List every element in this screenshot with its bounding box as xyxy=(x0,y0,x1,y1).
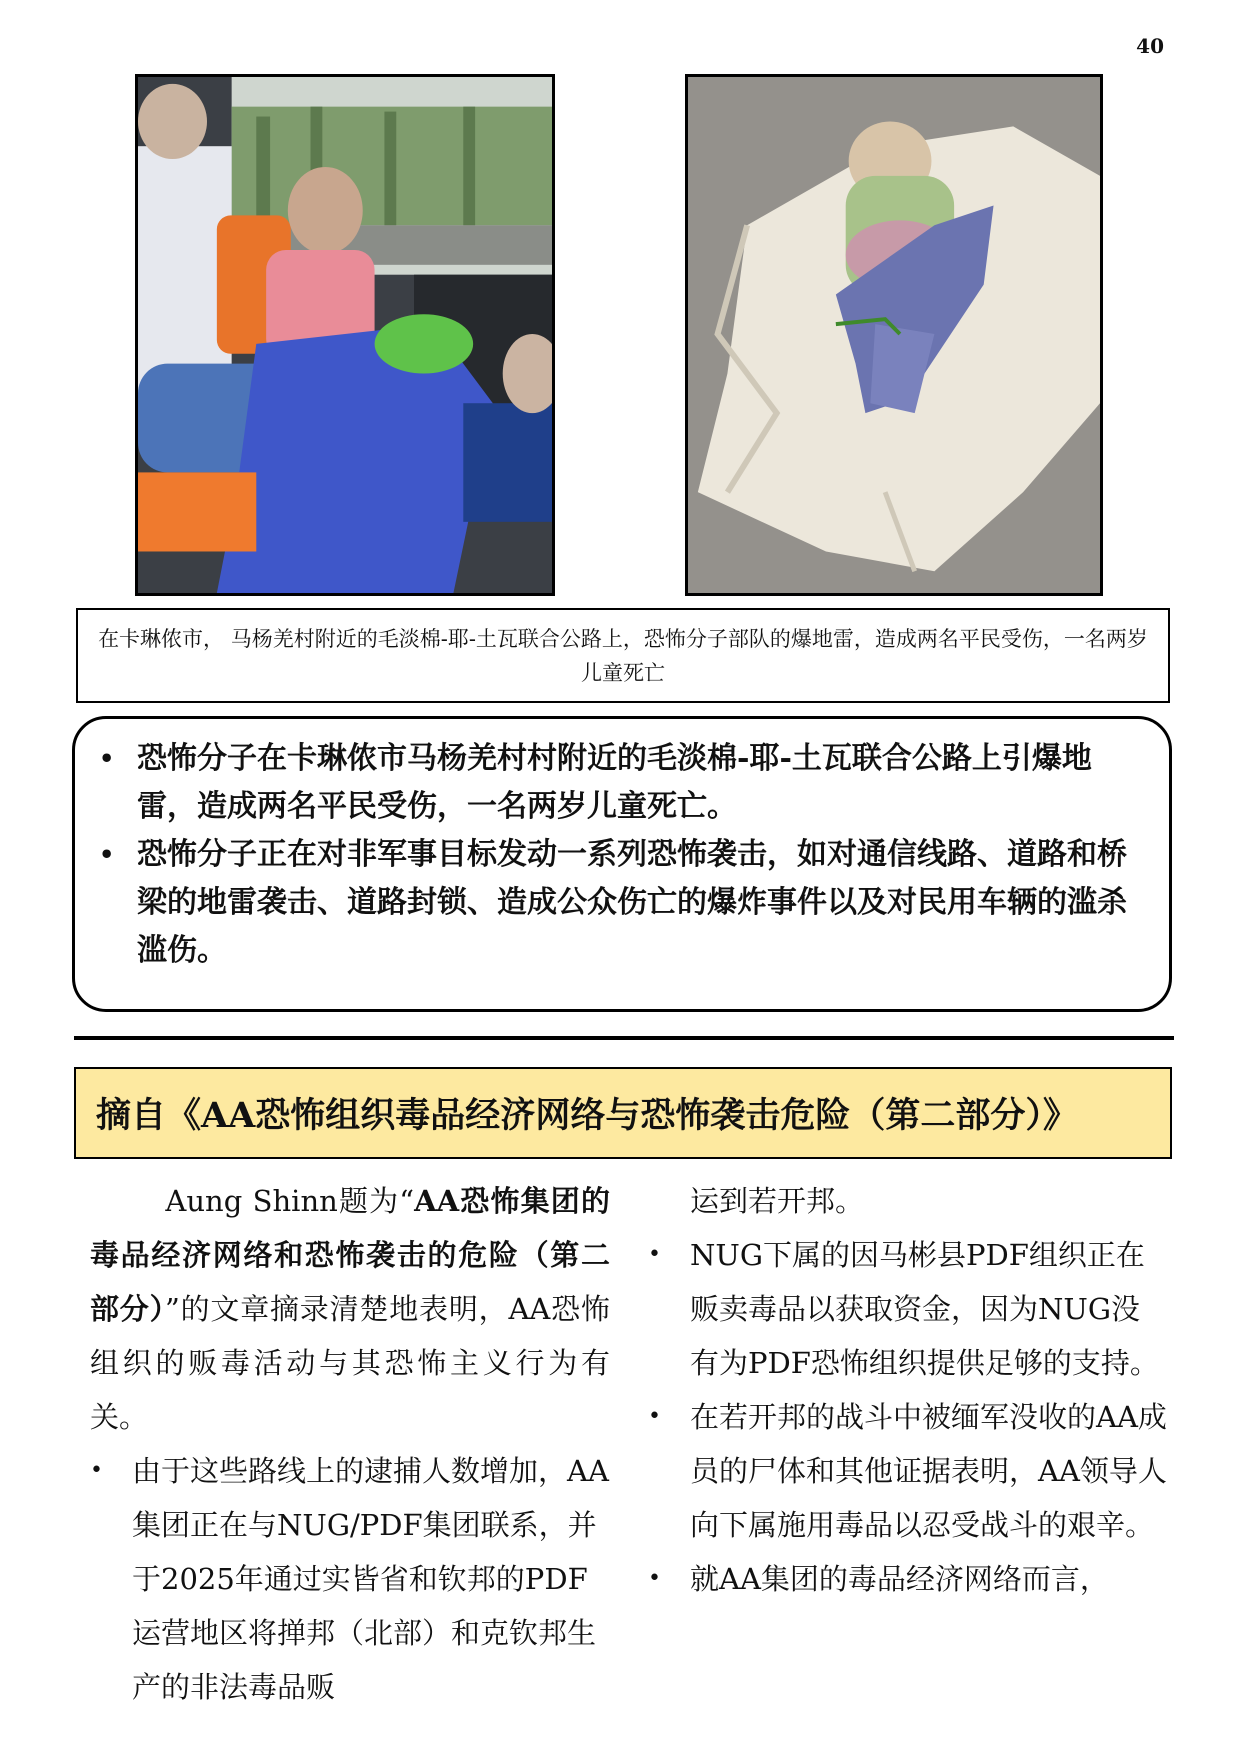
vehicle-scene-image xyxy=(138,77,552,593)
article-column-left xyxy=(90,1174,610,1714)
intro-text-end: ”的文章摘录清楚地表明，AA恐怖组织的贩毒活动与其恐怖主义行为有关。 xyxy=(90,1292,610,1434)
summary-box xyxy=(72,716,1172,1012)
right-bullet-list xyxy=(648,1228,1168,1606)
list-item: • NUG下属的因马彬县PDF组织正在贩卖毒品以获取资金，因为NUG没有为PDF恐怖组织提供足够的支持。 xyxy=(648,1228,1168,1390)
intro-text-start: Aung Shinn题为“ xyxy=(165,1184,415,1218)
photo-covered-child-on-road xyxy=(685,74,1103,596)
list-item: • 在若开邦的战斗中被缅军没收的AA成员的尸体和其他证据表明，AA领导人向下属施用毒品以忍受战斗的艰辛。 xyxy=(648,1390,1168,1552)
excerpt-heading: 摘自《AA恐怖组织毒品经济网络与恐怖袭击危险（第二部分）》 xyxy=(74,1067,1172,1159)
photo-caption: 在卡琳侬市， 马杨羌村附近的毛淡棉-耶-土瓦联合公路上，恐怖分子部队的爆地雷，造成两名平民受伤，一名两岁儿童死亡 xyxy=(76,608,1170,703)
road-scene-image xyxy=(688,77,1100,593)
photo-injured-in-vehicle xyxy=(135,74,555,596)
page-number: 40 xyxy=(1136,34,1164,58)
article-column-right xyxy=(648,1174,1168,1606)
summary-list xyxy=(95,735,1149,975)
list-item: • 就AA集团的毒品经济网络而言， xyxy=(648,1552,1168,1606)
continued-text: 运到若开邦。 xyxy=(690,1184,865,1218)
summary-item: • 恐怖分子正在对非军事目标发动一系列恐怖袭击，如对通信线路、道路和桥梁的地雷袭击、道路封锁、造成公众伤亡的爆炸事件以及对民用车辆的滥杀滥伤。 xyxy=(95,831,1149,975)
section-divider xyxy=(74,1036,1174,1040)
summary-item: • 恐怖分子在卡琳侬市马杨羌村村附近的毛淡棉-耶-土瓦联合公路上引爆地雷，造成两名平民受伤，一名两岁儿童死亡。 xyxy=(95,735,1149,831)
article-title-bold: AA恐怖集团的毒品经济网络和恐怖袭击的危险（第二部分） xyxy=(90,1184,610,1326)
list-item: • 由于这些路线上的逮捕人数增加，AA集团正在与NUG/PDF集团联系，并于2025年通过实皆省和钦邦的PDF运营地区将掸邦（北部）和克钦邦生产的非法毒品贩 xyxy=(90,1444,610,1714)
left-bullet-list xyxy=(90,1444,610,1714)
intro-paragraph xyxy=(90,1174,610,1444)
